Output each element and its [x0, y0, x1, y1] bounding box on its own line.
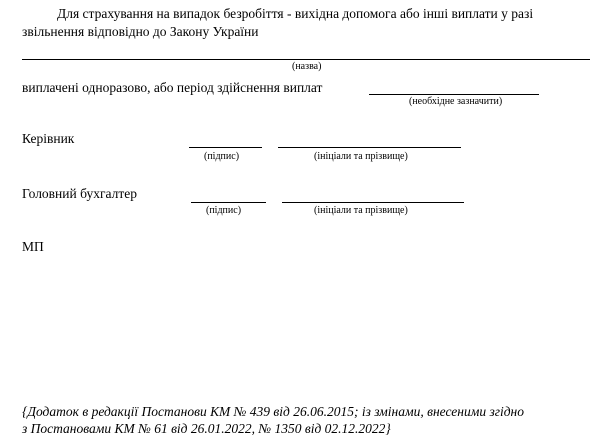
head-signature-caption: (підпис): [204, 151, 240, 162]
head-label: Керівник: [22, 131, 75, 146]
head-signature-line: [189, 147, 262, 148]
footnote-line-1: {Додаток в редакції Постанови КМ № 439 від 26.06.2015; із змінами, внесеними згідно: [22, 404, 525, 419]
footnote-line-2: з Постановами КМ № 61 від 26.01.2022, № 1350 від 02.12.2022}: [22, 421, 391, 436]
head-name-caption: (ініціали та прізвище): [314, 151, 408, 162]
payment-text: виплачені одноразово, або період здійснення виплат: [22, 80, 323, 95]
payment-caption: (необхідне зазначити): [409, 96, 503, 107]
head-name-line: [278, 147, 461, 148]
accountant-signature-caption: (підпис): [206, 205, 242, 216]
accountant-name-line: [282, 202, 464, 203]
accountant-signature-line: [191, 202, 266, 203]
paragraph-line-1: Для страхування на випадок безробіття - вихідна допомога або інші виплати у разі: [57, 6, 534, 21]
payment-line: [369, 94, 539, 95]
stamp-label: МП: [22, 239, 44, 254]
name-line: [22, 59, 590, 60]
accountant-name-caption: (ініціали та прізвище): [314, 205, 408, 216]
paragraph-line-2: звільнення відповідно до Закону України: [22, 24, 259, 39]
name-caption: (назва): [292, 61, 322, 72]
accountant-label: Головний бухгалтер: [22, 186, 137, 201]
